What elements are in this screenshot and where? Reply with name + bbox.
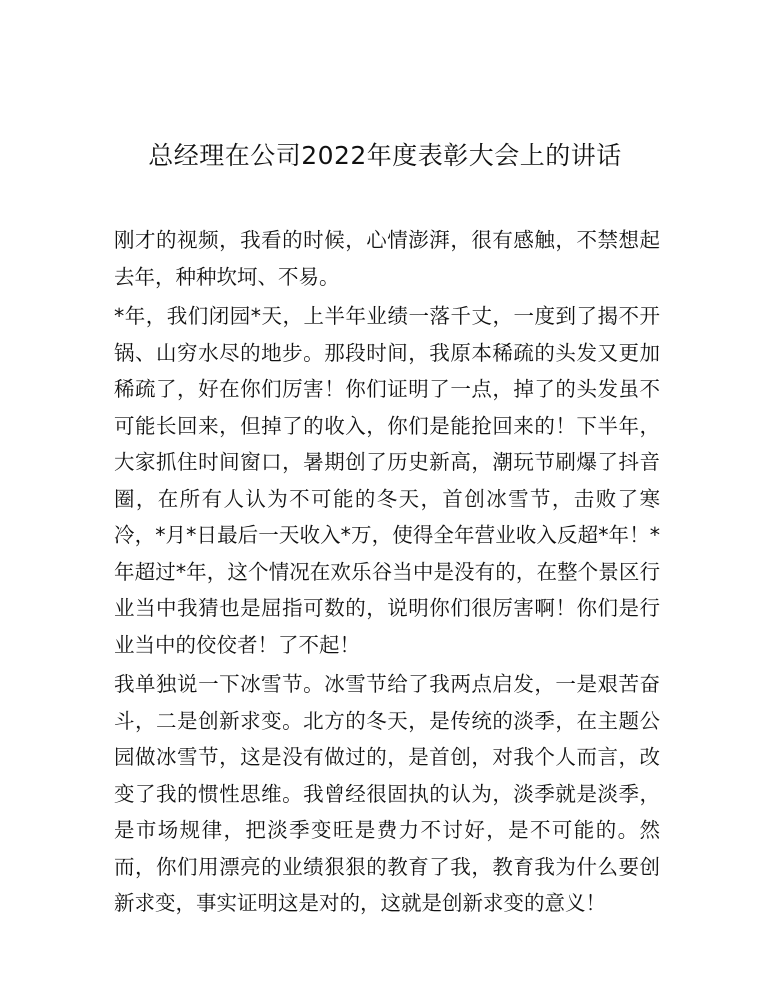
paragraph-2: *年，我们闭园*天，上半年业绩一落千丈，一度到了揭不开锅、山穷水尽的地步。那段时间，我原本稀疏的头发又更加稀疏了，好在你们厉害！你们证明了一点，掉了的头发虽不可能长回来，但掉了的收入，你们是能抢回来的！下半年，大家抓住时间窗口，暑期创了历史新高，潮玩节刷爆了抖音圈，在所有人认为不可能的冬天，首创冰雪节，击败了寒冷，*月*日最后一天收入*万，使得全年营业收入反超*年！*年超过*年，这个情况在欢乐谷当中是没有的，在整个景区行业当中我猜也是屈指可数的，说明你们很厉害啊！你们是行业当中的佼佼者！了不起！	[114, 304, 660, 657]
paragraph-3: 我单独说一下冰雪节。冰雪节给了我两点启发，一是艰苦奋斗，二是创新求变。北方的冬天，是传统的淡季，在主题公园做冰雪节，这是没有做过的，是首创，对我个人而言，改变了我的惯性思维。我曾经很固执的认为，淡季就是淡季，是市场规律，把淡季变旺是费力不讨好，是不可能的。然而，你们用漂亮的业绩狠狠的教育了我，教育我为什么要创新求变，事实证明这是对的，这就是创新求变的意义！	[114, 672, 660, 915]
document-body	[114, 222, 660, 925]
document-title: 总经理在公司2022年度表彰大会上的讲话	[148, 141, 622, 170]
paragraph-1: 刚才的视频，我看的时候，心情澎湃，很有感触，不禁想起去年，种种坎坷、不易。	[114, 228, 660, 289]
